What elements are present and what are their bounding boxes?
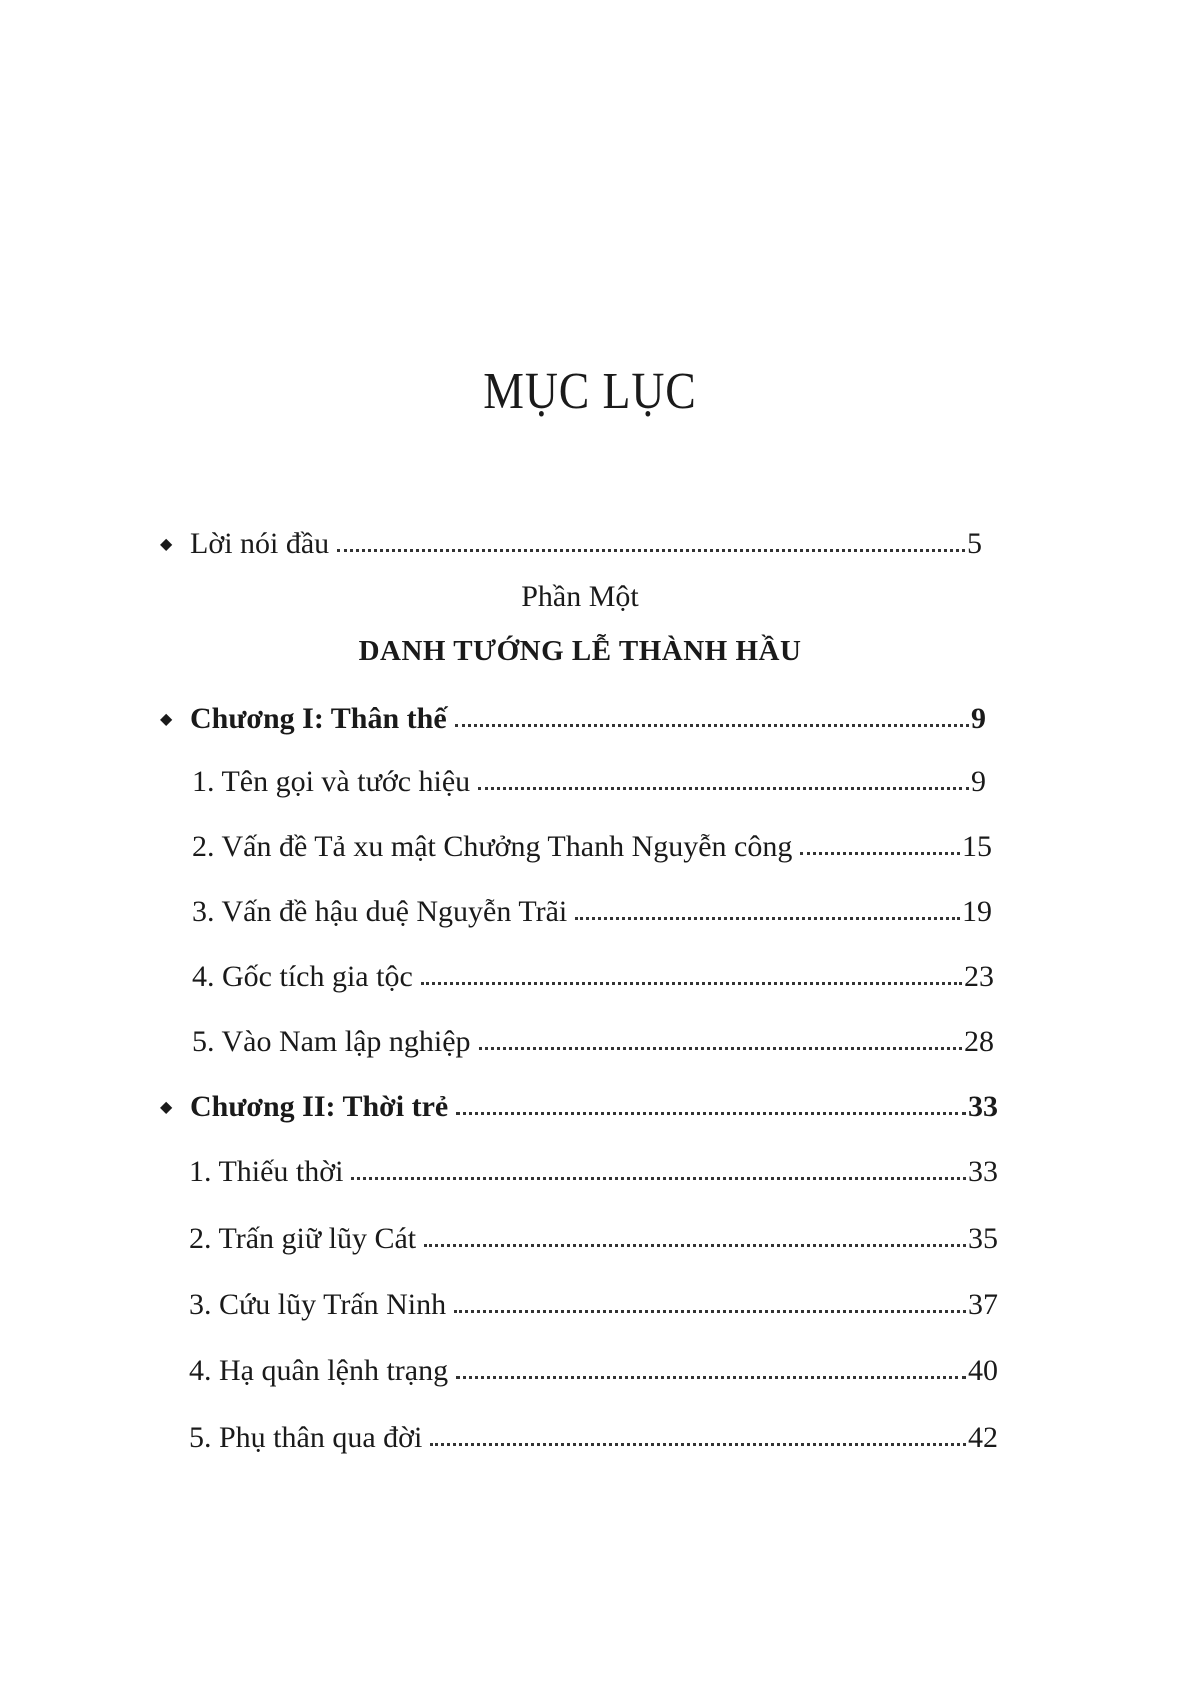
diamond-bullet-icon: ◆ [160, 711, 173, 728]
dot-leader [337, 549, 965, 552]
toc-entry-1-3[interactable] [192, 893, 992, 931]
toc-entry-chapter-2[interactable] [160, 1088, 998, 1131]
toc-entry-page: 15 [962, 830, 992, 863]
toc-entry-page: 9 [971, 702, 986, 735]
toc-entry-1-1[interactable] [192, 763, 986, 801]
toc-entry-2-1[interactable] [189, 1153, 998, 1191]
toc-entry-page: 40 [968, 1354, 998, 1387]
toc-entry-page: 23 [964, 960, 994, 993]
toc-entry-label: 1. Thiếu thời [189, 1155, 344, 1188]
diamond-bullet-icon: ◆ [160, 536, 173, 553]
toc-entry-page: 35 [968, 1222, 998, 1255]
toc-entry-1-5[interactable] [192, 1023, 994, 1061]
toc-entry-chapter-1[interactable] [160, 700, 986, 743]
dot-leader [424, 1244, 966, 1247]
toc-entry-label: 5. Vào Nam lập nghiệp [192, 1025, 471, 1058]
dot-leader [479, 1047, 962, 1050]
toc-entry-page: 19 [962, 895, 992, 928]
toc-entry-label: 2. Vấn đề Tả xu mật Chưởng Thanh Nguyễn công [192, 830, 793, 863]
part-title: DANH TƯỚNG LỄ THÀNH HẦU [358, 635, 802, 667]
toc-entry-label: 3. Cứu lũy Trấn Ninh [189, 1288, 447, 1321]
toc-entry-page: 42 [968, 1421, 998, 1454]
toc-entry-1-2[interactable] [192, 828, 992, 866]
dot-leader [800, 852, 960, 855]
toc-entry-label: 4. Gốc tích gia tộc [192, 960, 413, 993]
toc-entry-page: 37 [968, 1288, 998, 1321]
toc-entry-page: 9 [971, 765, 986, 798]
dot-leader [456, 1112, 966, 1115]
toc-entry-label: 2. Trấn giữ lũy Cát [189, 1222, 417, 1255]
dot-leader [455, 724, 969, 727]
dot-leader [351, 1177, 966, 1180]
page-title: MỤC LỤC [483, 363, 697, 420]
toc-entry-page: 28 [964, 1025, 994, 1058]
toc-entry-1-4[interactable] [192, 958, 994, 996]
toc-entry-page: 5 [967, 527, 982, 560]
toc-entry-label: Lời nói đầu [190, 527, 330, 560]
toc-entry-page: 33 [968, 1090, 998, 1123]
part-label: Phần Một [521, 580, 639, 613]
toc-entry-2-4[interactable] [189, 1352, 998, 1390]
toc-entry-label: 4. Hạ quân lệnh trạng [189, 1354, 449, 1387]
toc-entry-label: Chương I: Thân thế [190, 702, 447, 735]
toc-entry-2-5[interactable] [189, 1419, 998, 1457]
dot-leader [430, 1443, 966, 1446]
toc-entry-preface[interactable] [160, 525, 982, 568]
dot-leader [478, 787, 969, 790]
toc-entry-page: 33 [968, 1155, 998, 1188]
toc-entry-label: 5. Phụ thân qua đời [189, 1421, 423, 1454]
dot-leader [575, 917, 960, 920]
dot-leader [454, 1310, 966, 1313]
toc-entry-2-3[interactable] [189, 1286, 998, 1324]
toc-entry-label: 3. Vấn đề hậu duệ Nguyễn Trãi [192, 895, 568, 928]
toc-entry-2-2[interactable] [189, 1220, 998, 1258]
toc-entry-label: Chương II: Thời trẻ [190, 1090, 449, 1123]
toc-entry-label: 1. Tên gọi và tước hiệu [192, 765, 471, 798]
dot-leader [421, 982, 962, 985]
diamond-bullet-icon: ◆ [160, 1099, 173, 1116]
dot-leader [456, 1376, 966, 1379]
